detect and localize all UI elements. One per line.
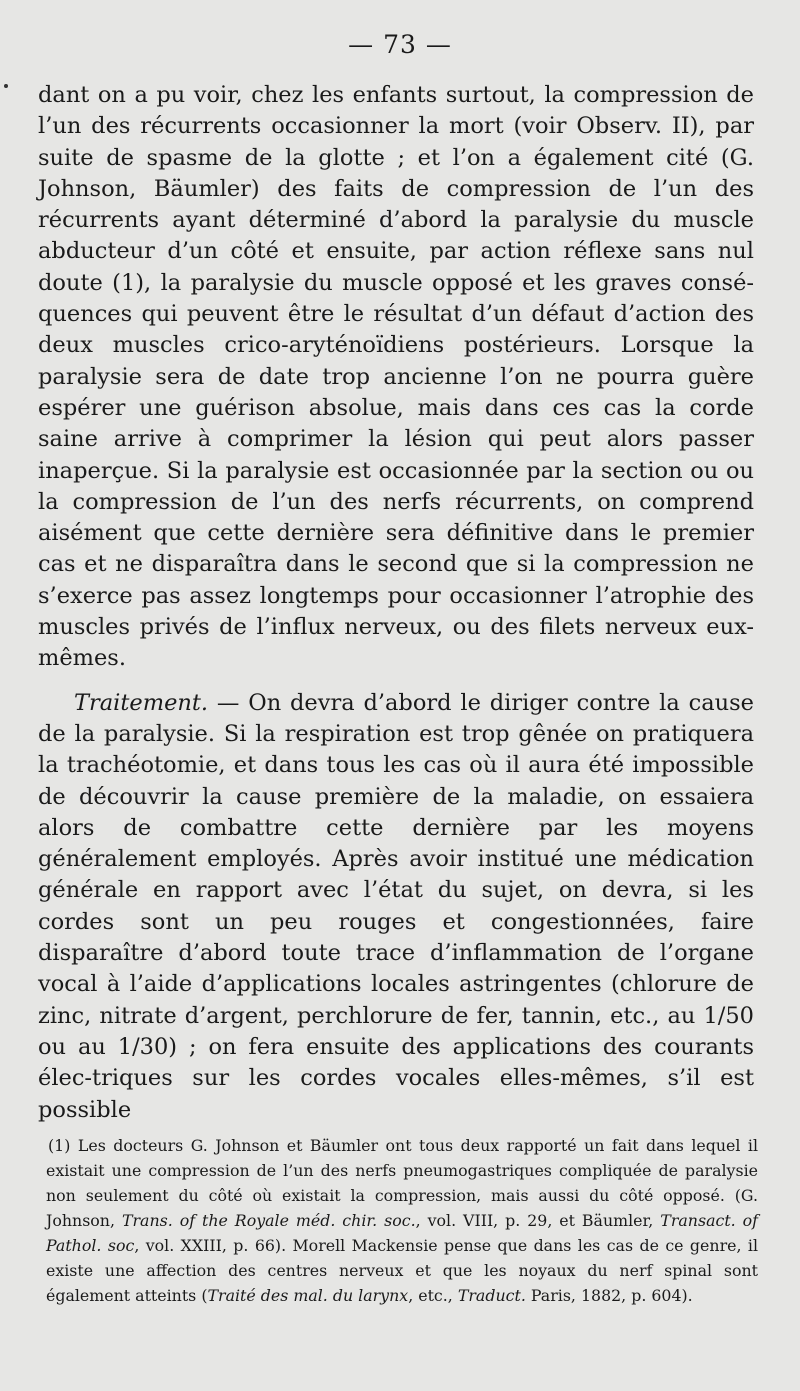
footnote-text-3: , vol. XXIII, p. 66). Morell Mackensie pense que dans les cas de ce genre, il existe une affection des centres nerveux et que les noyaux du nerf spinal sont également atteints ( (46, 1236, 758, 1305)
paragraph-1: dant on a pu voir, chez les enfants surtout, la compression de l’un des récurrents occasionner la mort (voir Observ. II), par suite de spasme de la glotte ; et l’on a également cité (G. Johnson, Bäumler) des faits de compression de l’un des récurrents ayant déterminé d’abord la paralysie du muscle abducteur d’un côté et ensuite, par action réflexe sans nul doute (1), la paralysie du muscle opposé et les graves consé-quences qui peuvent être le résultat d’un défaut d’action des deux muscles crico-aryténoïdiens postérieurs. Lorsque la paralysie sera de date trop ancienne l’on ne pourra guère espérer une guérison absolue, mais dans ces cas la corde saine arrive à comprimer la lésion qui peut alors passer inaperçue. Si la paralysie est occasionnée par la section ou ou la compression de l’un des nerfs récurrents, on comprend aisément que cette dernière sera définitive dans le premier cas et ne disparaîtra dans le second que si la compression ne s’exerce pas assez longtemps pour occasionner l’atrophie des muscles privés de l’influx nerveux, ou des filets nerveux eux-mêmes. (38, 82, 754, 672)
footnote-text-5: Paris, 1882, p. 604). (525, 1286, 693, 1305)
citation-title-2: Transact. of Pathol. soc (46, 1211, 758, 1255)
citation-title-1: Trans. of the Royale méd. chir. soc. (121, 1211, 416, 1230)
footnote-text-4: , etc., (408, 1286, 458, 1305)
citation-title-4: Traduct. (457, 1286, 526, 1305)
paragraph-2 (38, 688, 754, 1126)
footnote-text-2: , vol. VIII, p. 29, et Bäumler, (415, 1211, 661, 1230)
footnote-text-1: (1) Les docteurs G. Johnson et Bäumler ont tous deux rapporté un fait dans lequel il existait une compression de l’un des nerfs pneumogastriques compliquée de paralysie non seulement du côté où existait la compression, mais aussi du côté opposé. (G. Johnson, (46, 1136, 758, 1230)
section-heading-traitement: Traitement. (74, 689, 209, 716)
page-number: — 73 — (348, 30, 452, 59)
footnotes (46, 1133, 758, 1308)
margin-speck (4, 84, 8, 88)
paragraph-2-text: — On devra d’abord le diriger contre la cause de la paralysie. Si la respiration est trop gênée on pratiquera la trachéotomie, et dans tous les cas où il aura été impossible de découvrir la cause première de la maladie, on essaiera alors de combattre cette dernière par les moyens généralement employés. Après avoir institué une médication générale en rapport avec l’état du sujet, on devra, si les cordes sont un peu rouges et congestionnées, faire disparaître d’abord toute trace d’inflammation de l’organe vocal à l’aide d’applications locales astringentes (chlorure de zinc, nitrate d’argent, perchlorure de fer, tannin, etc., au 1/50 ou au 1/30) ; on fera ensuite des applications des courants élec-triques sur les cordes vocales elles-mêmes, s’il est possible (38, 689, 754, 1123)
citation-title-3: Traité des mal. du larynx (207, 1286, 409, 1305)
footnote-1 (46, 1133, 758, 1308)
body-text (38, 80, 754, 1126)
